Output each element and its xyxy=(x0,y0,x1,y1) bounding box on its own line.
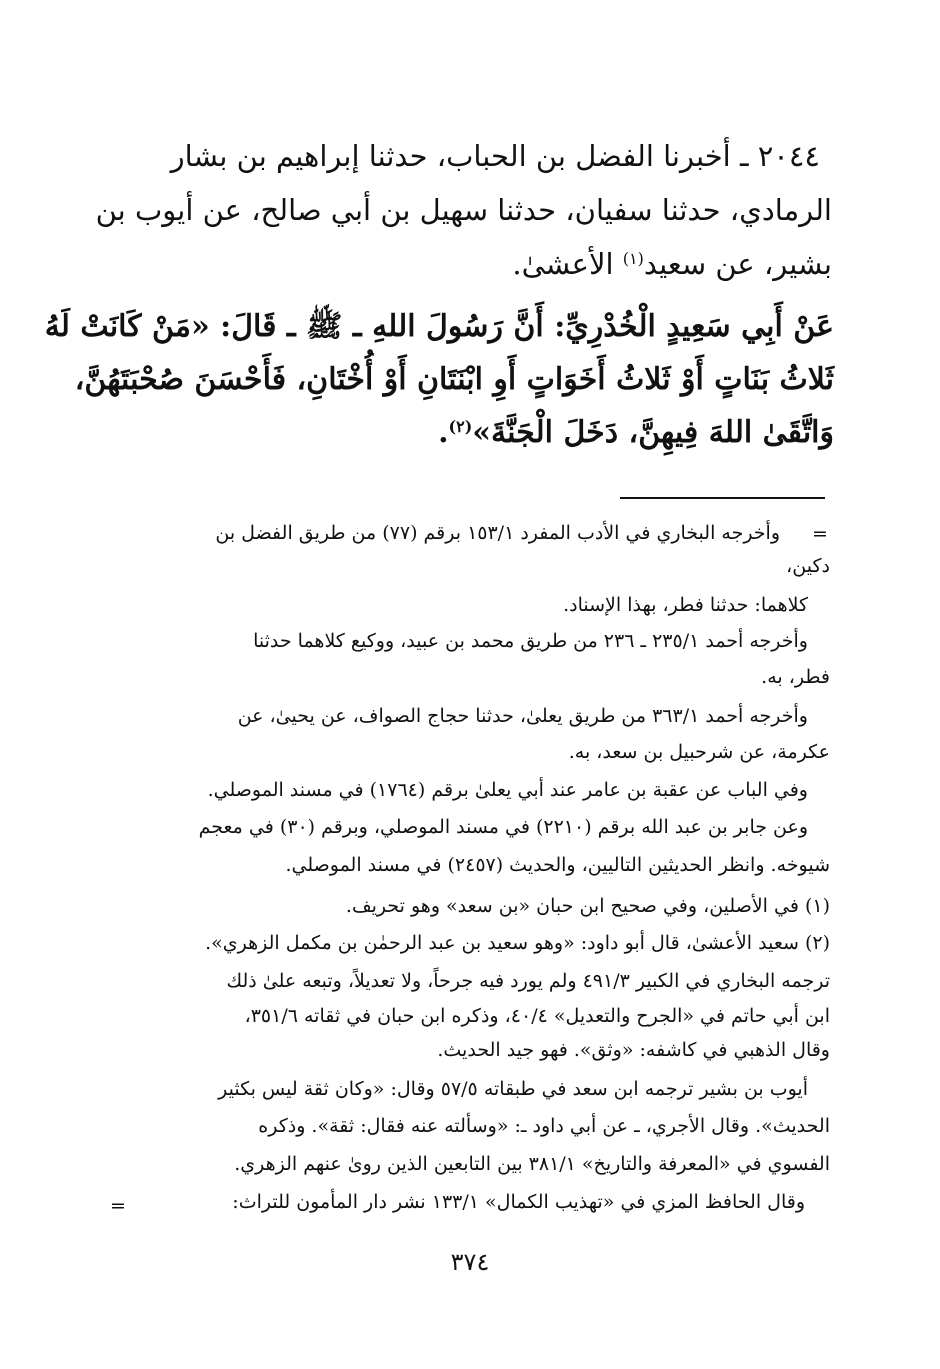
main-text-line-3 xyxy=(512,247,832,281)
footnote-line: وقال الحافظ المزي في «تهذيب الكمال» ١٣٣/١ نشر دار المأمون للتراث: xyxy=(232,1191,805,1213)
main-text-line-2: الرمادي، حدثنا سفيان، حدثنا سهيل بن أبي صالح، عن أيوب بن xyxy=(95,193,832,227)
footnote-line: دكين، xyxy=(786,555,830,577)
hadith-line-2: ثَلاثُ بَنَاتٍ أَوْ ثَلاثُ أَخَوَاتٍ أَوِ ابْنَتَانِ أَوْ أُخْتَانِ، فَأَحْسَنَ صُحْبَتَهُنَّ، xyxy=(74,362,834,397)
footnote-line: وأخرجه أحمد ٣٦٣/١ من طريق يعلىٰ، حدثنا حجاج الصواف، عن يحيىٰ، عن xyxy=(237,705,808,727)
footnote-line: ابن أبي حاتم في «الجرح والتعديل» ٤٠/٤، وذكره ابن حبان في ثقاته ٣٥١/٦، xyxy=(244,1005,830,1027)
footnote-line: وأخرجه البخاري في الأدب المفرد ١٥٣/١ برقم (٧٧) من طريق الفضل بن xyxy=(215,522,780,544)
page-number: ٣٧٤ xyxy=(450,1248,490,1276)
hadith-line-3-part-1: وَاتَّقَىٰ اللهَ فِيهِنَّ، دَخَلَ الْجَنَّةَ» xyxy=(472,415,834,450)
footnote-line: وفي الباب عن عقبة بن عامر عند أبي يعلىٰ برقم (١٧٦٤) في مسند الموصلي. xyxy=(207,779,808,801)
main-text-line-3-part-1: بشير، عن سعيد xyxy=(643,247,832,281)
hadith-line-3 xyxy=(438,415,834,450)
footnote-line: فطر، به. xyxy=(761,666,830,688)
hadith-line-3-part-2: . xyxy=(438,415,449,450)
main-text-line-1: ٢٠٤٤ ـ أخبرنا الفضل بن الحباب، حدثنا إبراهيم بن بشار xyxy=(170,139,820,173)
footnote-note-2: (٢) سعيد الأعشىٰ، قال أبو داود: «وهو سعيد بن عبد الرحمٰن بن مكمل الزهري». xyxy=(205,932,830,954)
footnote-line: كلاهما: حدثنا فطر، بهذا الإسناد. xyxy=(563,594,808,616)
footnote-line: الفسوي في «المعرفة والتاريخ» ٣٨١/١ بين التابعين الذين روىٰ عنهم الزهري. xyxy=(234,1153,830,1175)
footnote-line: أيوب بن بشير ترجمه ابن سعد في طبقاته ٥٧/٥ وقال: «وكان ثقة ليس بكثير xyxy=(218,1078,808,1100)
footnote-line: الحديث». وقال الأجري، ـ عن أبي داود ـ: «وسألته عنه فقال: ثقة». وذكره xyxy=(258,1115,830,1137)
footnote-divider xyxy=(620,497,825,499)
hadith-line-1: عَنْ أَبِي سَعِيدٍ الْخُدْرِيِّ: أَنَّ رَسُولَ اللهِ ـ ﷺ ـ قَالَ: «مَنْ كَانَتْ لَهُ xyxy=(44,309,834,344)
continuation-mark-bottom: = xyxy=(110,1195,126,1217)
footnote-line: عكرمة، عن شرحبيل بن سعد، به. xyxy=(568,741,830,763)
footnote-ref-2: (٢) xyxy=(448,417,473,436)
continuation-mark-top: = xyxy=(812,523,828,545)
footnote-note-1: (١) في الأصلين، وفي صحيح ابن حبان «بن سعد» وهو تحريف. xyxy=(345,895,830,917)
footnote-line: شيوخه. وانظر الحديثين التاليين، والحديث (٢٤٥٧) في مسند الموصلي. xyxy=(285,854,830,876)
main-text-line-3-part-2: الأعشىٰ. xyxy=(512,247,623,281)
footnote-line: ترجمه البخاري في الكبير ٤٩١/٣ ولم يورد فيه جرحاً، ولا تعديلاً، وتبعه علىٰ ذلك xyxy=(226,970,830,992)
footnote-line: وقال الذهبي في كاشفه: «وثق». فهو جيد الحديث. xyxy=(437,1039,830,1061)
footnote-ref-1: (١) xyxy=(622,249,644,268)
footnote-line: وعن جابر بن عبد الله برقم (٢٢١٠) في مسند الموصلي، وبرقم (٣٠) في معجم xyxy=(198,816,808,838)
footnote-line: وأخرجه أحمد ٢٣٥/١ ـ ٢٣٦ من طريق محمد بن عبيد، ووكيع كلاهما حدثنا xyxy=(253,630,808,652)
